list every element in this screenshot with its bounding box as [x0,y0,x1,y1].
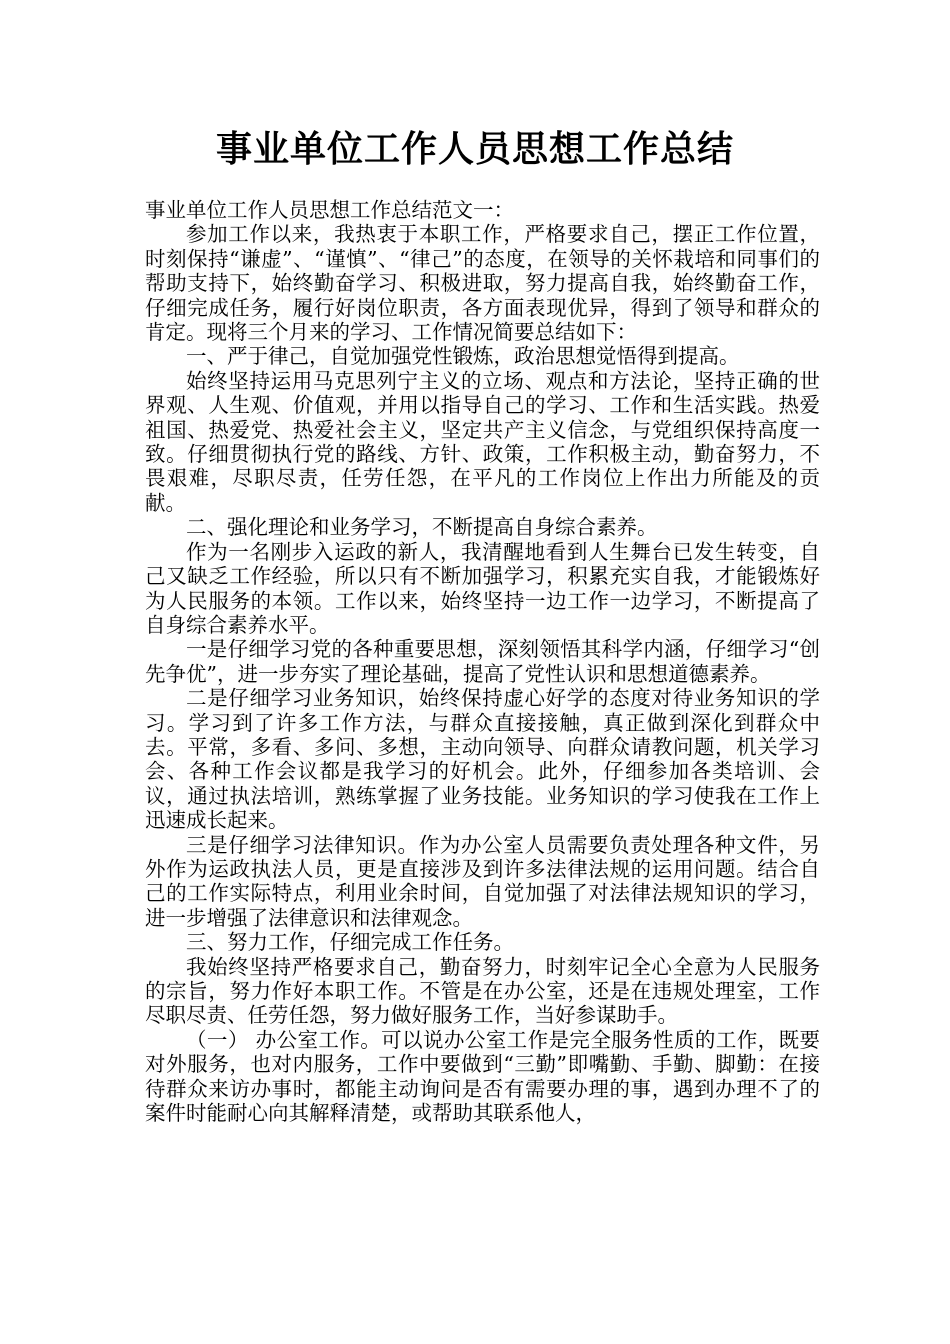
document-title: 事业单位工作人员思想工作总结 [215,129,734,170]
paragraph: 始终坚持运用马克思列宁主义的立场、观点和方法论，坚持正确的世界观、人生观、价值观，并用以指导自己的学习、工作和生活实践。热爱祖国、热爱党、热爱社会主义，坚定共产主义信念，与党组织保持高度一致。仔细贯彻执行党的路线、方针、政策，工作积极主动，勤奋努力，不畏艰难，尽职尽责，任劳任怨，在平凡的工作岗位上作出力所能及的贡献。 [145,368,820,515]
section-heading-3: 三、努力工作，仔细完成工作任务。 [186,930,514,955]
paragraph: 三是仔细学习法律知识。作为办公室人员需要负责处理各种文件，另外作为运政执法人员，更是直接涉及到许多法律法规的运用问题。结合自己的工作实际特点，利用业余时间，自觉加强了对法律法规知识的学习，进一步增强了法律意识和法律观念。 [145,832,820,930]
section-heading-2: 二、强化理论和业务学习，不断提高自身综合素养。 [186,515,658,540]
paragraph: （一） 办公室工作。可以说办公室工作是完全服务性质的工作，既要对外服务，也对内服务，工作中要做到“三勤”即嘴勤、手勤、脚勤：在接待群众来访办事时，都能主动询问是否有需要办理的事，遇到办理不了的案件时能耐心向其解释清楚，或帮助其联系他人， [145,1027,820,1126]
paragraph: 二是仔细学习业务知识，始终保持虚心好学的态度对待业务知识的学习。学习到了许多工作方法，与群众直接接触，真正做到深化到群众中去。平常，多看、多问、多想，主动向领导、向群众请教问题，机关学习会、各种工作会议都是我学习的好机会。此外，仔细参加各类培训、会议，通过执法培训，熟练掌握了业务技能。业务知识的学习使我在工作上迅速成长起来。 [145,686,820,833]
paragraph: 一是仔细学习党的各种重要思想，深刻领悟其科学内涵，仔细学习“创先争优”，进一步夯实了理论基础，提高了党性认识和思想道德素养。 [145,637,820,686]
paragraph: 作为一名刚步入运政的新人，我清醒地看到人生舞台已发生转变，自己又缺乏工作经验，所以只有不断加强学习，积累充实自我，才能锻炼好为人民服务的本领。工作以来，始终坚持一边工作一边学习，不断提高了自身综合素养水平。 [145,539,820,637]
paragraph: 参加工作以来，我热衷于本职工作，严格要求自己，摆正工作位置，时刻保持“谦虚”、“谨慎”、“律己”的态度，在领导的关怀栽培和同事们的帮助支持下，始终勤奋学习、积极进取，努力提高自我，始终勤奋工作，仔细完成任务，履行好岗位职责，各方面表现优异，得到了领导和群众的肯定。现将三个月来的学习、工作情况简要总结如下： [145,222,820,345]
paragraph: 我始终坚持严格要求自己，勤奋努力，时刻牢记全心全意为人民服务的宗旨，努力作好本职工作。不管是在办公室，还是在违规处理室，工作尽职尽责、任劳任怨，努力做好服务工作，当好参谋助手。 [145,954,820,1028]
paragraph-intro: 事业单位工作人员思想工作总结范文一： [145,198,514,222]
document-body [145,198,820,1125]
section-heading-1: 一、严于律己，自觉加强党性锻炼，政治思想觉悟得到提高。 [186,344,740,369]
